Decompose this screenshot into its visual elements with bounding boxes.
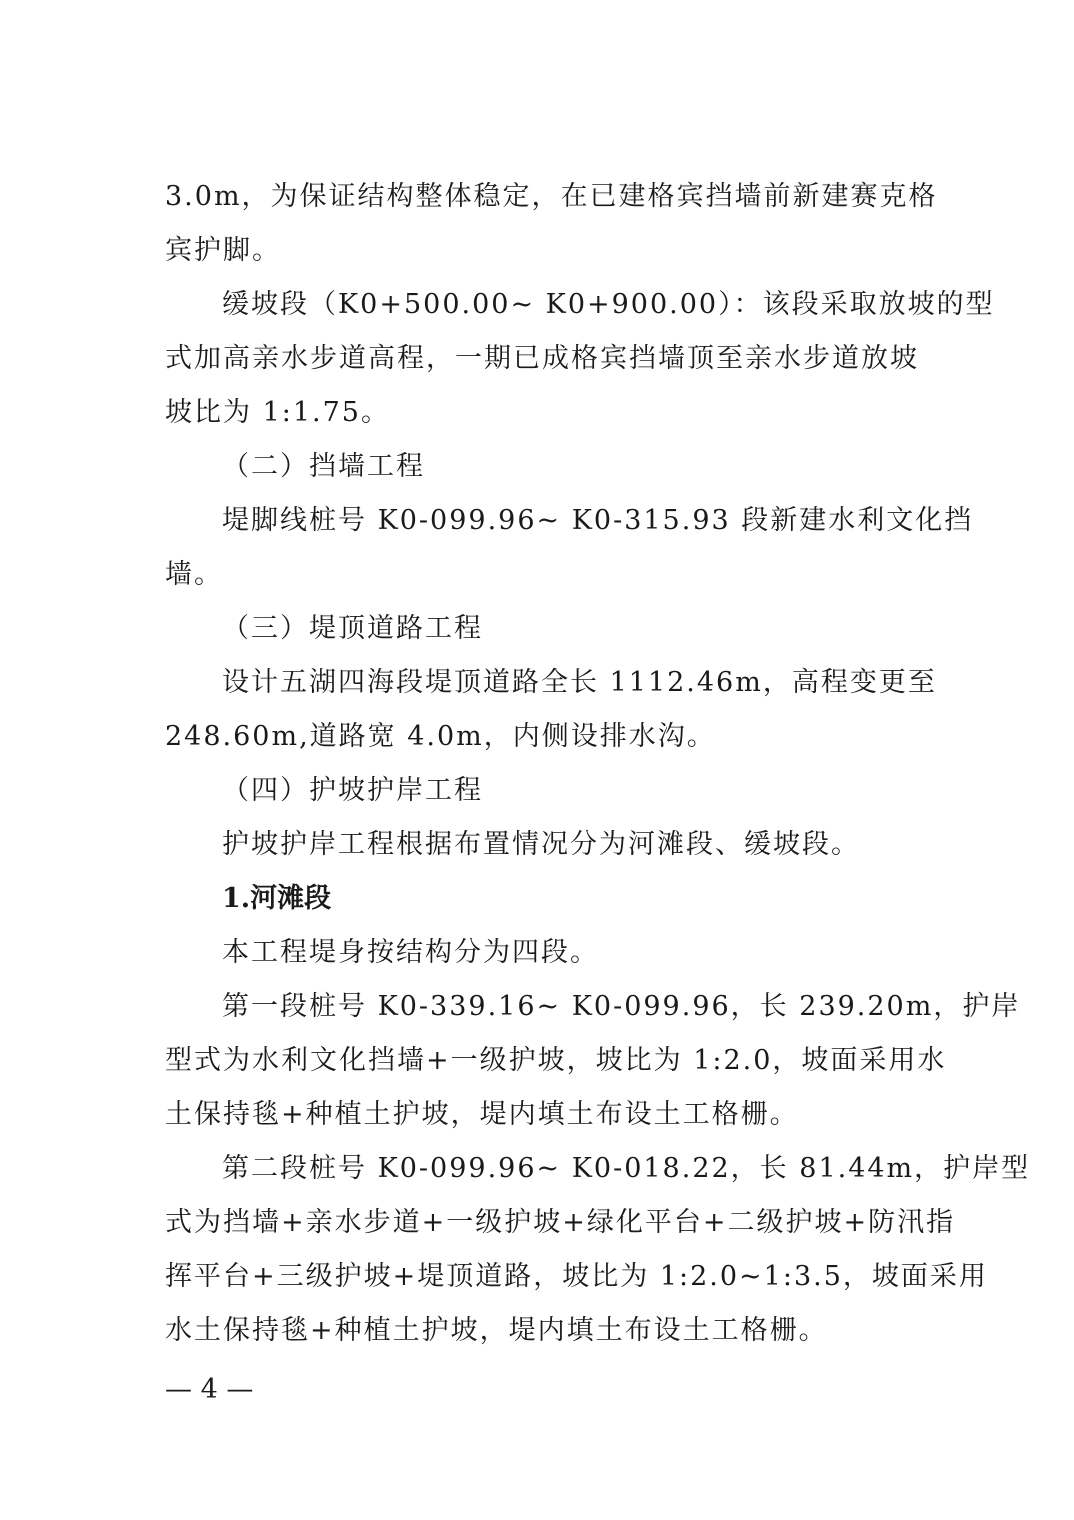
paragraph-line: 第一段桩号 K0-339.16~ K0-099.96，长 239.20m，护岸 [222,991,1021,1022]
paragraph-line: 堤脚线桩号 K0-099.96~ K0-315.93 段新建水利文化挡 [222,505,974,536]
paragraph-line: 坡比为 1:1.75。 [165,397,390,428]
subsection-heading: 1.河滩段 [222,883,332,914]
paragraph-line: 3.0m，为保证结构整体稳定，在已建格宾挡墙前新建赛克格 [165,181,938,212]
paragraph-line: 248.60m,道路宽 4.0m，内侧设排水沟。 [165,721,716,752]
paragraph-line: 挥平台+三级护坡+堤顶道路，坡比为 1:2.0~1:3.5，坡面采用 [165,1261,988,1292]
paragraph-line: 护坡护岸工程根据布置情况分为河滩段、缓坡段。 [222,829,860,860]
paragraph-line: 缓坡段（K0+500.00~ K0+900.00）：该段采取放坡的型 [222,289,995,320]
section-heading: （四）护坡护岸工程 [222,775,483,806]
paragraph-line: 设计五湖四海段堤顶道路全长 1112.46m，高程变更至 [222,667,937,698]
paragraph-line: 墙。 [165,559,223,590]
paragraph-line: 本工程堤身按结构分为四段。 [222,937,599,968]
paragraph-line: 型式为水利文化挡墙+一级护坡，坡比为 1:2.0，坡面采用水 [165,1045,947,1076]
section-heading: （二）挡墙工程 [222,451,425,482]
paragraph-line: 水土保持毯+种植土护坡，堤内填土布设土工格栅。 [165,1315,828,1346]
paragraph-line: 土保持毯+种植土护坡，堤内填土布设土工格栅。 [165,1099,799,1130]
paragraph-line: 第二段桩号 K0-099.96~ K0-018.22，长 81.44m，护岸型 [222,1153,1031,1184]
paragraph-line: 式加高亲水步道高程，一期已成格宾挡墙顶至亲水步道放坡 [165,343,919,374]
section-heading: （三）堤顶道路工程 [222,613,483,644]
paragraph-line: 式为挡墙+亲水步道+一级护坡+绿化平台+二级护坡+防汛指 [165,1207,956,1238]
paragraph-line: 宾护脚。 [165,235,281,266]
page-number: — 4 — [165,1374,254,1405]
